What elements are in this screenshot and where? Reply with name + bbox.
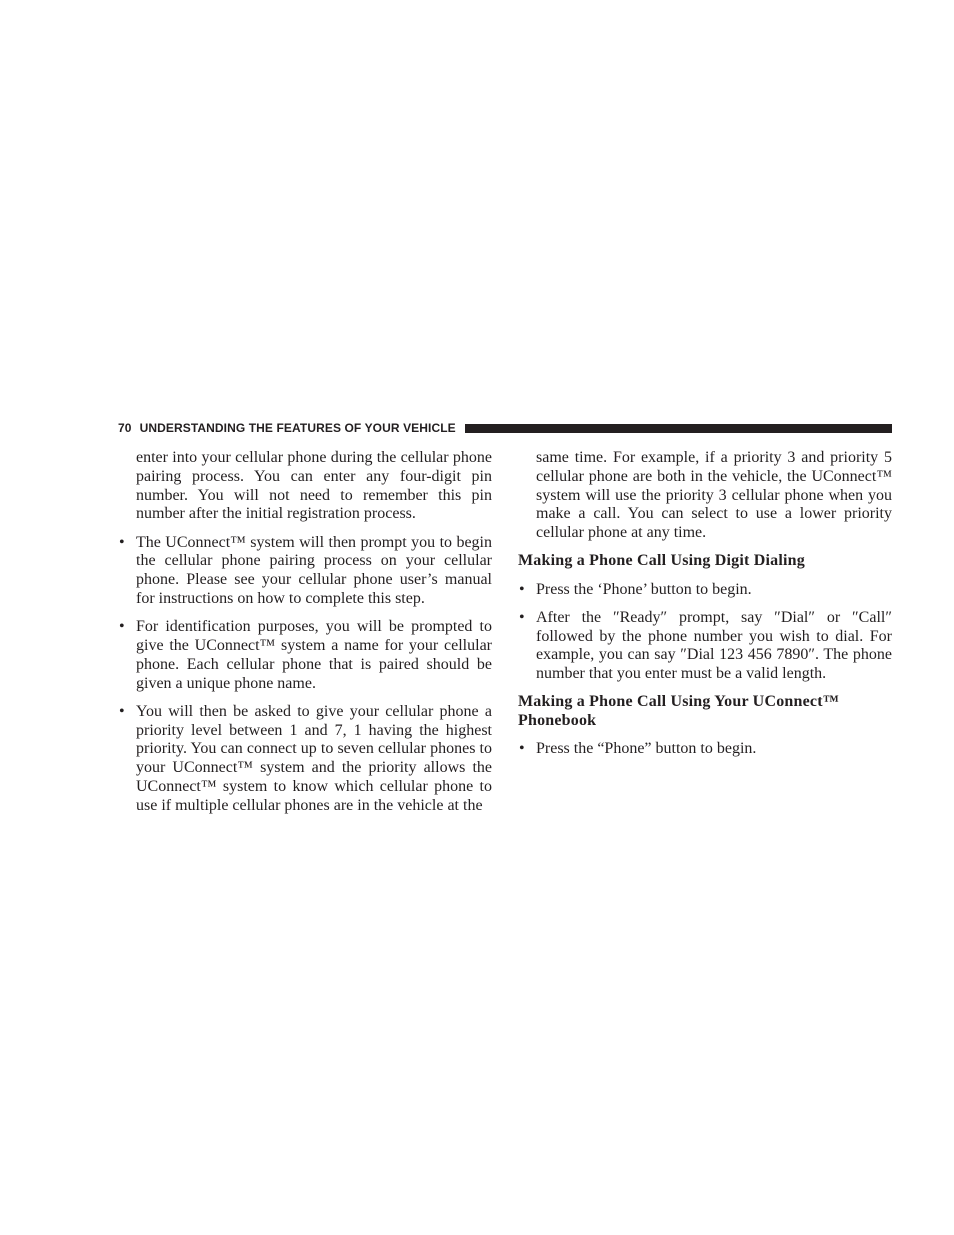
list-item-text: You will then be asked to give your cellular phone a priority level between 1 and 7, 1 having the highest priority. You can connect up to seven cellular phones to your UConnect™ system and the priority allows the UConnect™ system to know which cellular phone to use if multiple cellular phones are in the vehicle at the	[136, 702, 492, 814]
section-heading-phonebook: Making a Phone Call Using Your UConnect™ Phonebook	[518, 693, 839, 730]
list-item-text: Press the ‘Phone’ button to begin.	[536, 580, 752, 598]
page-number: 70	[118, 421, 132, 435]
right-column	[518, 449, 892, 759]
list-item	[118, 534, 492, 609]
continued-paragraph: same time. For example, if a priority 3 and priority 5 cellular phone are both in the vehicle, the UConnect™ system will use the priority 3 cellular phone when you make a call. You can select to use a lower priority cellular phone at any time.	[536, 449, 892, 542]
list-item-text: The UConnect™ system will then prompt you to begin the cellular phone pairing process on your cellular phone. Please see your cellular phone user’s manual for instructions on how to complete this step.	[136, 533, 492, 607]
running-header	[118, 420, 892, 436]
list-item-text: After the ″Ready″ prompt, say ″Dial″ or ″Call″ followed by the phone number you wish to dial. For example, you can say ″Dial 123 456 7890″. The phone number that you enter must be a valid length.	[536, 608, 892, 683]
list-item	[518, 740, 892, 759]
list-item	[518, 609, 892, 684]
bullet-icon: •	[519, 608, 525, 626]
section-title: UNDERSTANDING THE FEATURES OF YOUR VEHICLE	[139, 421, 456, 435]
section-heading-digit-dialing: Making a Phone Call Using Digit Dialing	[518, 552, 805, 570]
left-column	[118, 449, 492, 816]
continued-paragraph: enter into your cellular phone during the cellular phone pairing process. You can enter any four-digit pin number. You will not need to remember this pin number after the initial registration process.	[136, 449, 492, 523]
bullet-icon: •	[519, 740, 525, 758]
list-item	[118, 703, 492, 816]
list-item-text: For identification purposes, you will be prompted to give the UConnect™ system a name for your cellular phone. Each cellular phone that is paired should be given a unique phone name.	[136, 618, 492, 692]
bullet-icon: •	[119, 533, 125, 551]
bullet-icon: •	[519, 580, 525, 598]
list-item	[518, 581, 892, 600]
header-rule	[465, 424, 892, 433]
list-item-text: Press the “Phone” button to begin.	[536, 740, 757, 758]
bullet-icon: •	[119, 618, 125, 636]
list-item	[118, 618, 492, 693]
bullet-icon: •	[119, 702, 125, 720]
